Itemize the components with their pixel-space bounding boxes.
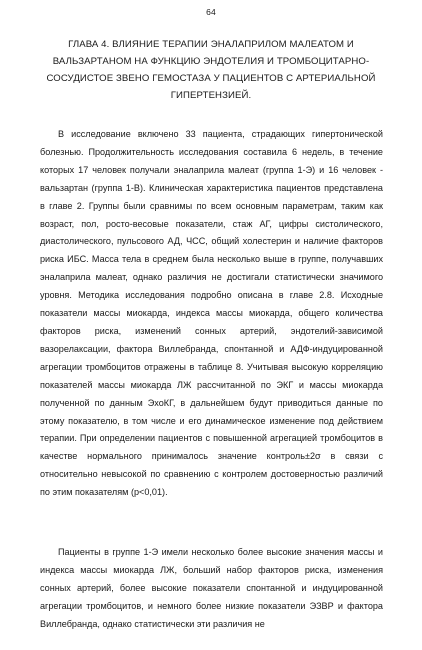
paragraph-1: В исследование включено 33 пациента, страдающих гипертонической болезнью. Продолжительность исследования составила 6 недель, в течение которых 17 человек получали эналаприла малеат (группа 1-Э) и 16 человек - вальзартан (группа 1-В). Клиническая характеристика пациентов представлена в главе 2. Группы были сравнимы по всем основным параметрам, таким как возраст, пол, росто-весовые показатели, стаж АГ, цифры систолического, диастолического, пульсового АД, ЧСС, общий холестерин и наличие факторов риска ИБС. Масса тела в среднем была несколько выше в группе, получавших эналаприла малеат, однако различия не достигали статистически значимого уровня. Методика исследования подробно описана в главе 2.8. Исходные показатели массы миокарда, индекса массы миокарда, общего количества факторов риска, изменений сонных артерий, эндотелий-зависимой вазорелаксации, фактора Виллебранда, спонтанной и АДФ-индуцированной агрегации тромбоцитов отражены в таблице 8. Учитывая высокую корреляцию показателей массы миокарда ЛЖ рассчитанной по ЭКГ и массы миокарда полученной по данным ЭхоКГ, в дальнейшем будут приводиться данные по этому показателю, в том числе и его динамическое изменение под действием терапии. При определении пациентов с повышенной агрегацией тромбоцитов в качестве нормального принималось значение контроль±2σ в связи с относительно невысокой по сравнению с контролем достоверностью различий по этим показателям (р<0,01).: [40, 129, 383, 498]
chapter-title: ГЛАВА 4. ВЛИЯНИЕ ТЕРАПИИ ЭНАЛАПРИЛОМ МАЛЕАТОМ И ВАЛЬЗАРТАНОМ НА ФУНКЦИЮ ЭНДОТЕЛИЯ И ТРОМБОЦИТАРНО-СОСУДИСТОЕ ЗВЕНО ГЕМОСТАЗА У ПАЦИЕНТОВ С АРТЕРИАЛЬНОЙ ГИПЕРТЕНЗИЕЙ.: [46, 39, 376, 101]
paragraph-2: Пациенты в группе 1-Э имели несколько более высокие значения массы и индекса массы миокарда ЛЖ, больший набор факторов риска, изменения сонных артерий, более высокие показатели спонтанной и индуцированной агрегации тромбоцитов, и немного более низкие показатели ЭЗВР и фактора Виллебранда, однако статистически эти различия не: [40, 547, 383, 629]
page-number: 64: [206, 7, 216, 17]
